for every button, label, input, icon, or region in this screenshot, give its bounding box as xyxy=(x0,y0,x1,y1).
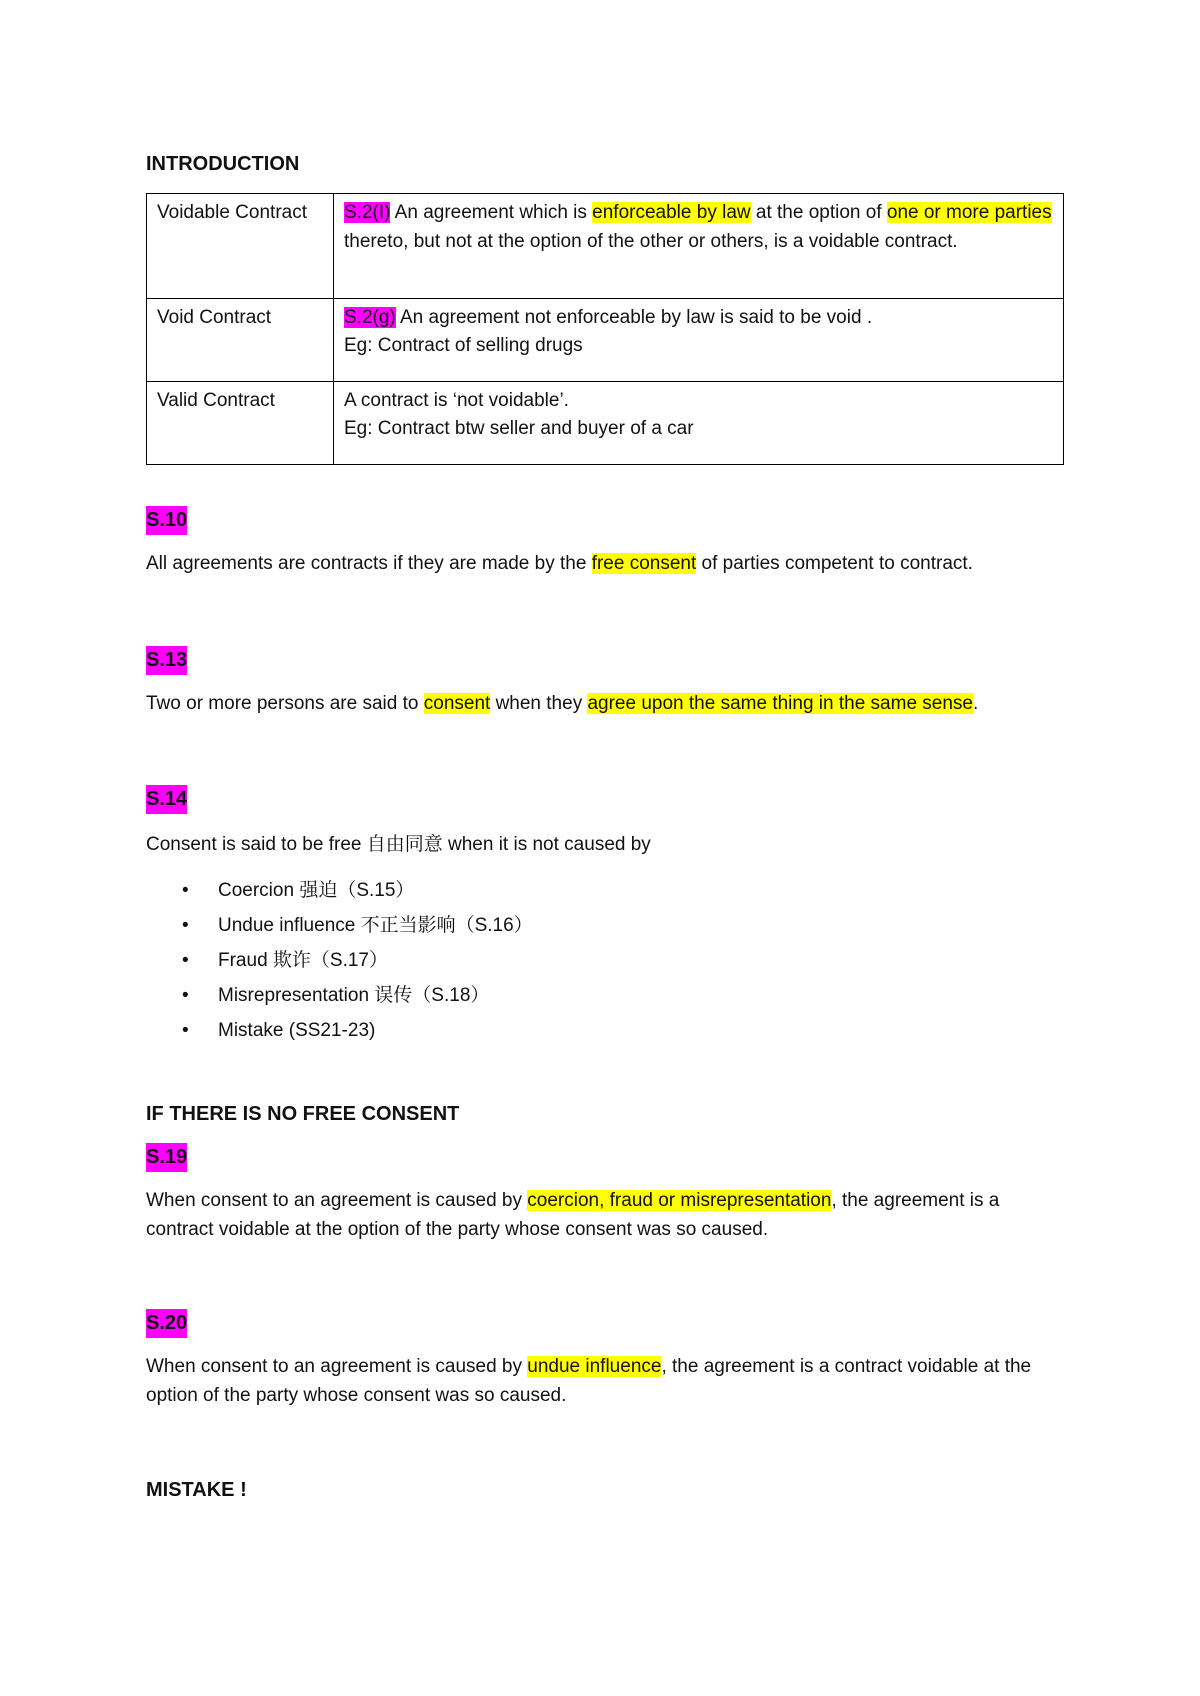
text: All agreements are contracts if they are made by the xyxy=(146,553,592,574)
table-row xyxy=(147,194,1064,299)
section-s13 xyxy=(146,646,1066,675)
bullet-icon: • xyxy=(182,950,189,971)
list-item-text: Mistake (SS21-23) xyxy=(218,1020,376,1041)
text: when they xyxy=(490,693,588,714)
highlight: agree upon the same thing in the same sense xyxy=(587,693,973,714)
list-item-text: Misrepresentation 误传（S.18） xyxy=(218,985,490,1006)
bullet-icon: • xyxy=(182,985,189,1006)
section-s20 xyxy=(146,1309,1066,1338)
bullet-icon: • xyxy=(182,915,189,936)
mistake-heading: MISTAKE ! xyxy=(146,1479,247,1501)
highlight: enforceable by law xyxy=(592,202,751,223)
section-label: S.14 xyxy=(146,785,187,814)
definition-text: An agreement not enforceable by law is said to be void . xyxy=(395,307,873,328)
definition-text: An agreement which is xyxy=(390,202,593,223)
text: , the agreement is a contract voidable at the option of the party whose consent was so caused. xyxy=(146,1356,1032,1406)
highlight: undue influence xyxy=(527,1356,662,1377)
consent-causes-list xyxy=(146,873,1066,1048)
text: of parties competent to contract. xyxy=(696,553,973,574)
section-s14 xyxy=(146,785,1066,814)
no-free-consent-heading: IF THERE IS NO FREE CONSENT xyxy=(146,1103,460,1125)
table-row xyxy=(147,382,1064,465)
definition-text: at the option of xyxy=(750,202,887,223)
example-text: Eg: Contract btw seller and buyer of a car xyxy=(344,418,694,439)
term-cell: Voidable Contract xyxy=(147,194,334,299)
term-cell: Void Contract xyxy=(147,299,334,382)
definition-cell xyxy=(334,299,1064,382)
text: , the agreement is a contract voidable at the option of the party whose consent was so caused. xyxy=(146,1190,1000,1240)
section-ref: S.2(g) xyxy=(344,307,396,328)
section-label: S.19 xyxy=(146,1143,187,1172)
highlight: coercion, fraud or misrepresentation xyxy=(527,1190,832,1211)
text: . xyxy=(973,693,979,714)
section-label: S.13 xyxy=(146,646,187,675)
document-body xyxy=(146,150,1066,1505)
text: When consent to an agreement is caused by xyxy=(146,1356,528,1377)
bullet-icon: • xyxy=(182,880,189,901)
list-item xyxy=(146,1013,1066,1048)
section-text xyxy=(146,1352,1066,1410)
definition-cell xyxy=(334,382,1064,465)
highlight: consent xyxy=(423,693,491,714)
list-item xyxy=(146,943,1066,978)
section-label: S.10 xyxy=(146,506,187,535)
section-s10 xyxy=(146,506,1066,535)
highlight: free consent xyxy=(591,553,697,574)
list-item xyxy=(146,873,1066,908)
definition-cell xyxy=(334,194,1064,299)
list-item-text: Fraud 欺诈（S.17） xyxy=(218,950,388,971)
bullet-icon: • xyxy=(182,1020,189,1041)
table-row xyxy=(147,299,1064,382)
highlight: one or more parties xyxy=(886,202,1052,223)
term-cell: Valid Contract xyxy=(147,382,334,465)
definition-text: A contract is ‘not voidable’. xyxy=(344,390,569,411)
section-label: S.20 xyxy=(146,1309,187,1338)
contract-types-table xyxy=(146,193,1064,465)
section-text xyxy=(146,1186,1066,1244)
list-item xyxy=(146,978,1066,1013)
list-item xyxy=(146,908,1066,943)
definition-text: thereto, but not at the option of the other or others, is a voidable contract. xyxy=(344,231,958,252)
introduction-heading: INTRODUCTION xyxy=(146,153,300,175)
section-text: Consent is said to be free 自由同意 when it is not caused by xyxy=(146,834,651,855)
text: When consent to an agreement is caused by xyxy=(146,1190,528,1211)
section-s19 xyxy=(146,1143,1066,1172)
text: Two or more persons are said to xyxy=(146,693,424,714)
section-ref: S.2(I) xyxy=(344,202,391,223)
section-text xyxy=(146,689,1066,718)
list-item-text: Coercion 强迫（S.15） xyxy=(218,880,415,901)
list-item-text: Undue influence 不正当影响（S.16） xyxy=(218,915,533,936)
section-text xyxy=(146,549,1066,578)
example-text: Eg: Contract of selling drugs xyxy=(344,335,583,356)
